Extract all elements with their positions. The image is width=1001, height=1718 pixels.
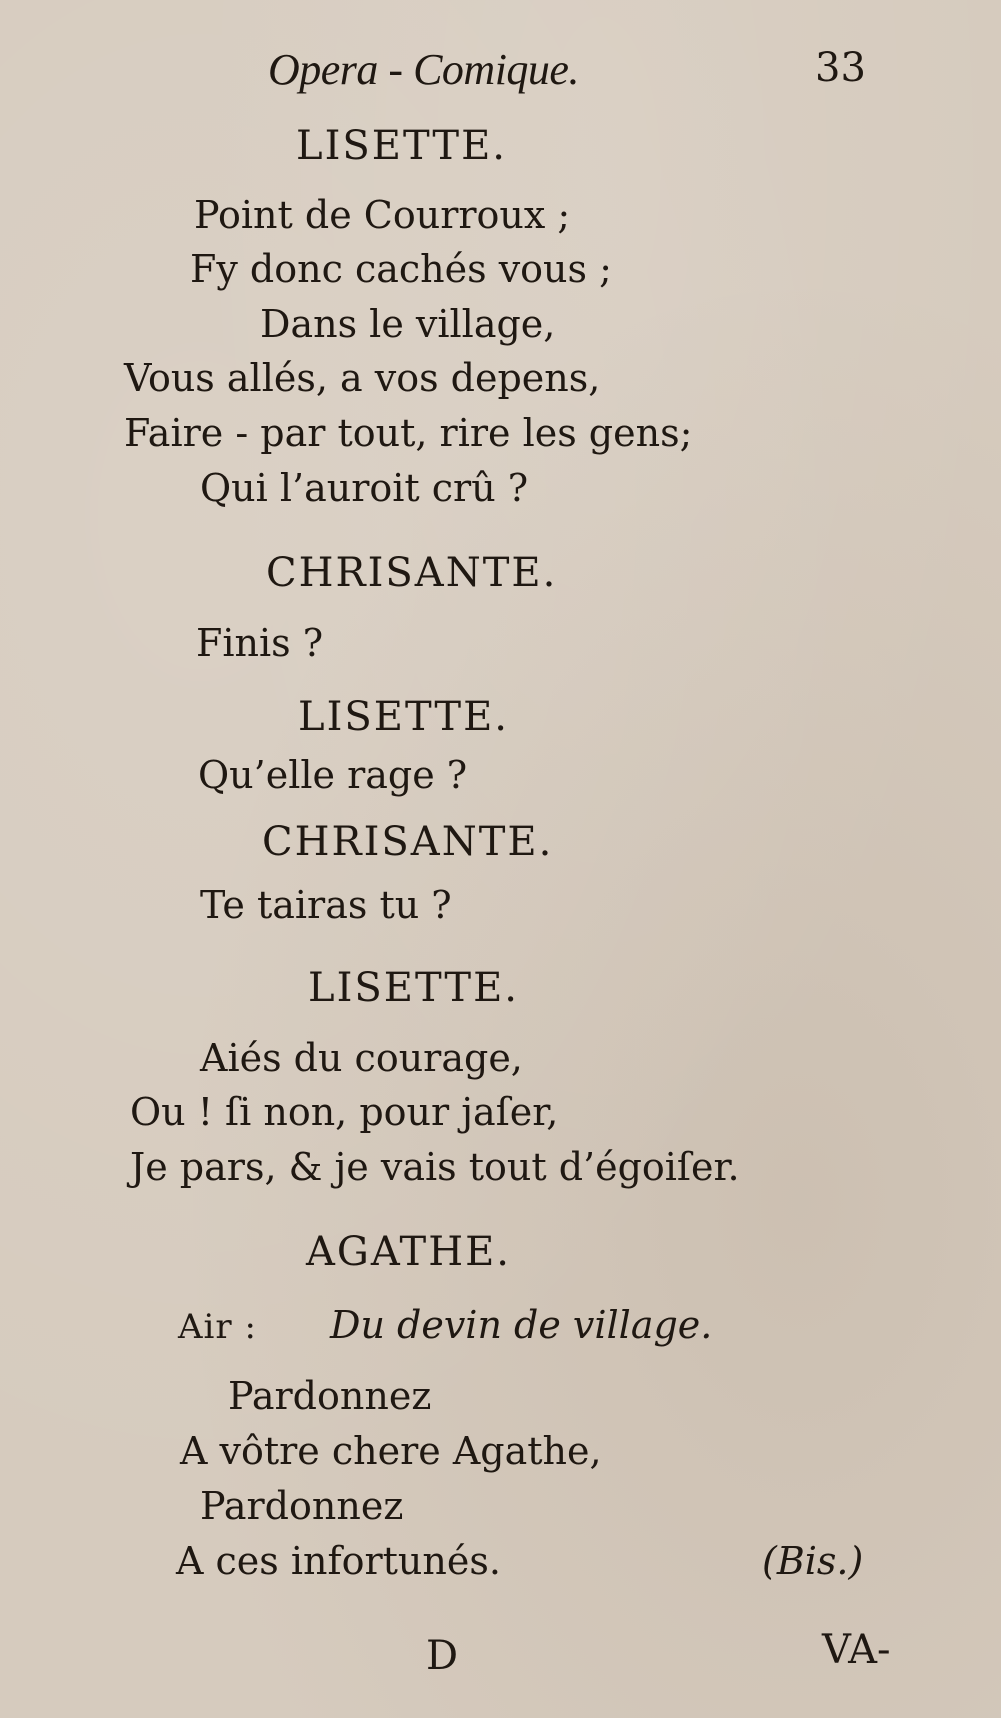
speaker-name: CHRISANTE.: [266, 550, 558, 596]
verse-line: A vôtre chere Agathe,: [180, 1429, 602, 1473]
speaker-name: AGATHE.: [306, 1229, 512, 1275]
verse-line: Pardonnez: [200, 1484, 404, 1528]
verse-line: Vous allés, a vos depens,: [124, 356, 601, 400]
verse-line: Ou ! ſi non, pour jaſer,: [130, 1090, 559, 1134]
verse-line: Faire - par tout, rire les gens;: [124, 411, 693, 455]
verse-line: Qui l’auroit crû ?: [200, 466, 529, 510]
verse-line: Qu’elle rage ?: [198, 753, 468, 797]
verse-line: Je pars, & je vais tout d’égoiſer.: [130, 1145, 740, 1189]
air-label: Air :: [178, 1307, 257, 1347]
running-header-title: Opera - Comique.: [268, 45, 579, 94]
page-number: 33: [815, 45, 866, 91]
air-title: Du devin de village.: [330, 1303, 713, 1347]
speaker-name: LISETTE.: [298, 694, 509, 740]
verse-line: Fy donc cachés vous ;: [190, 247, 612, 291]
verse-line: Finis ?: [196, 621, 324, 665]
verse-line: Point de Courroux ;: [194, 193, 571, 237]
catchword: VA-: [822, 1627, 891, 1673]
verse-line: Aiés du courage,: [200, 1036, 523, 1080]
bis-marker: (Bis.): [762, 1539, 864, 1583]
verse-line: Dans le village,: [260, 302, 556, 346]
verse-line: Te tairas tu ?: [200, 883, 452, 927]
signature-mark: D: [426, 1633, 459, 1679]
speaker-name: LISETTE.: [308, 965, 519, 1011]
speaker-name: CHRISANTE.: [262, 819, 554, 865]
verse-line: Pardonnez: [228, 1374, 432, 1418]
verse-line: A ces infortunés.: [176, 1539, 501, 1583]
speaker-name: LISETTE.: [296, 123, 507, 169]
